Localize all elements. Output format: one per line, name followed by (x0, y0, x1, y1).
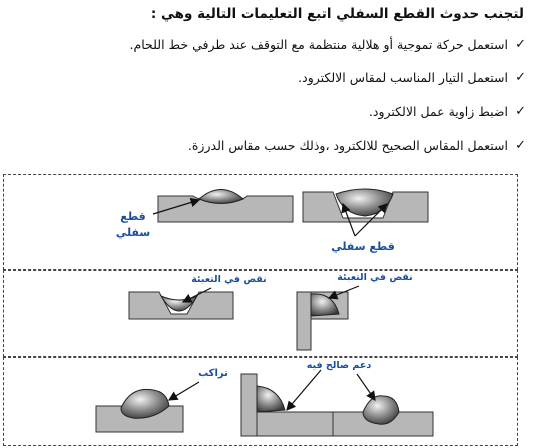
label-undercut-2: سفلي (115, 226, 151, 239)
check-icon: ✓ (515, 138, 526, 153)
instruction-4: استعمل المقاس الصحيح للالكترود ،وذلك حسب مقاس الدرزة. (187, 138, 508, 153)
label-cold-lap: دعم صالح فيه (306, 360, 372, 371)
label-overlap: تراكب (198, 368, 228, 379)
cold-lap-corner-diagram (241, 370, 333, 436)
underfill-corner-diagram (297, 286, 359, 350)
label-undercut-1: قطع (120, 210, 146, 223)
underfill-flat-diagram (129, 288, 233, 319)
instruction-1: استعمل حركة تموجية أو هلالية منتظمة مع التوقف عند طرفي خط اللحام. (129, 37, 508, 52)
overlap-diagram (96, 382, 199, 432)
instruction-3: اضبط زاوية عمل الالكترود. (368, 104, 508, 119)
undercut-left-diagram (153, 190, 293, 223)
undercut-groove-diagram (303, 189, 428, 236)
instruction-2: استعمل التيار المناسب لمقاس الالكترود. (298, 70, 508, 85)
weld-defect-diagrams (3, 174, 518, 446)
check-icon: ✓ (515, 104, 526, 119)
label-underfill-left: نقص في التعبئة (191, 274, 267, 285)
check-icon: ✓ (515, 37, 526, 52)
label-undercut-right: قطع سفلي (331, 240, 395, 253)
diagram-panels (3, 174, 518, 446)
page-heading: لتجنب حدوث القطع السفلي اتبع التعليمات التالية وهي : (150, 6, 524, 22)
cold-lap-flat-diagram (333, 374, 433, 436)
weld-bead (199, 190, 243, 204)
weld-bead (336, 189, 393, 216)
check-icon: ✓ (515, 70, 526, 85)
label-underfill-right: نقص في التعبئة (337, 272, 413, 283)
weld-bead (257, 386, 285, 412)
